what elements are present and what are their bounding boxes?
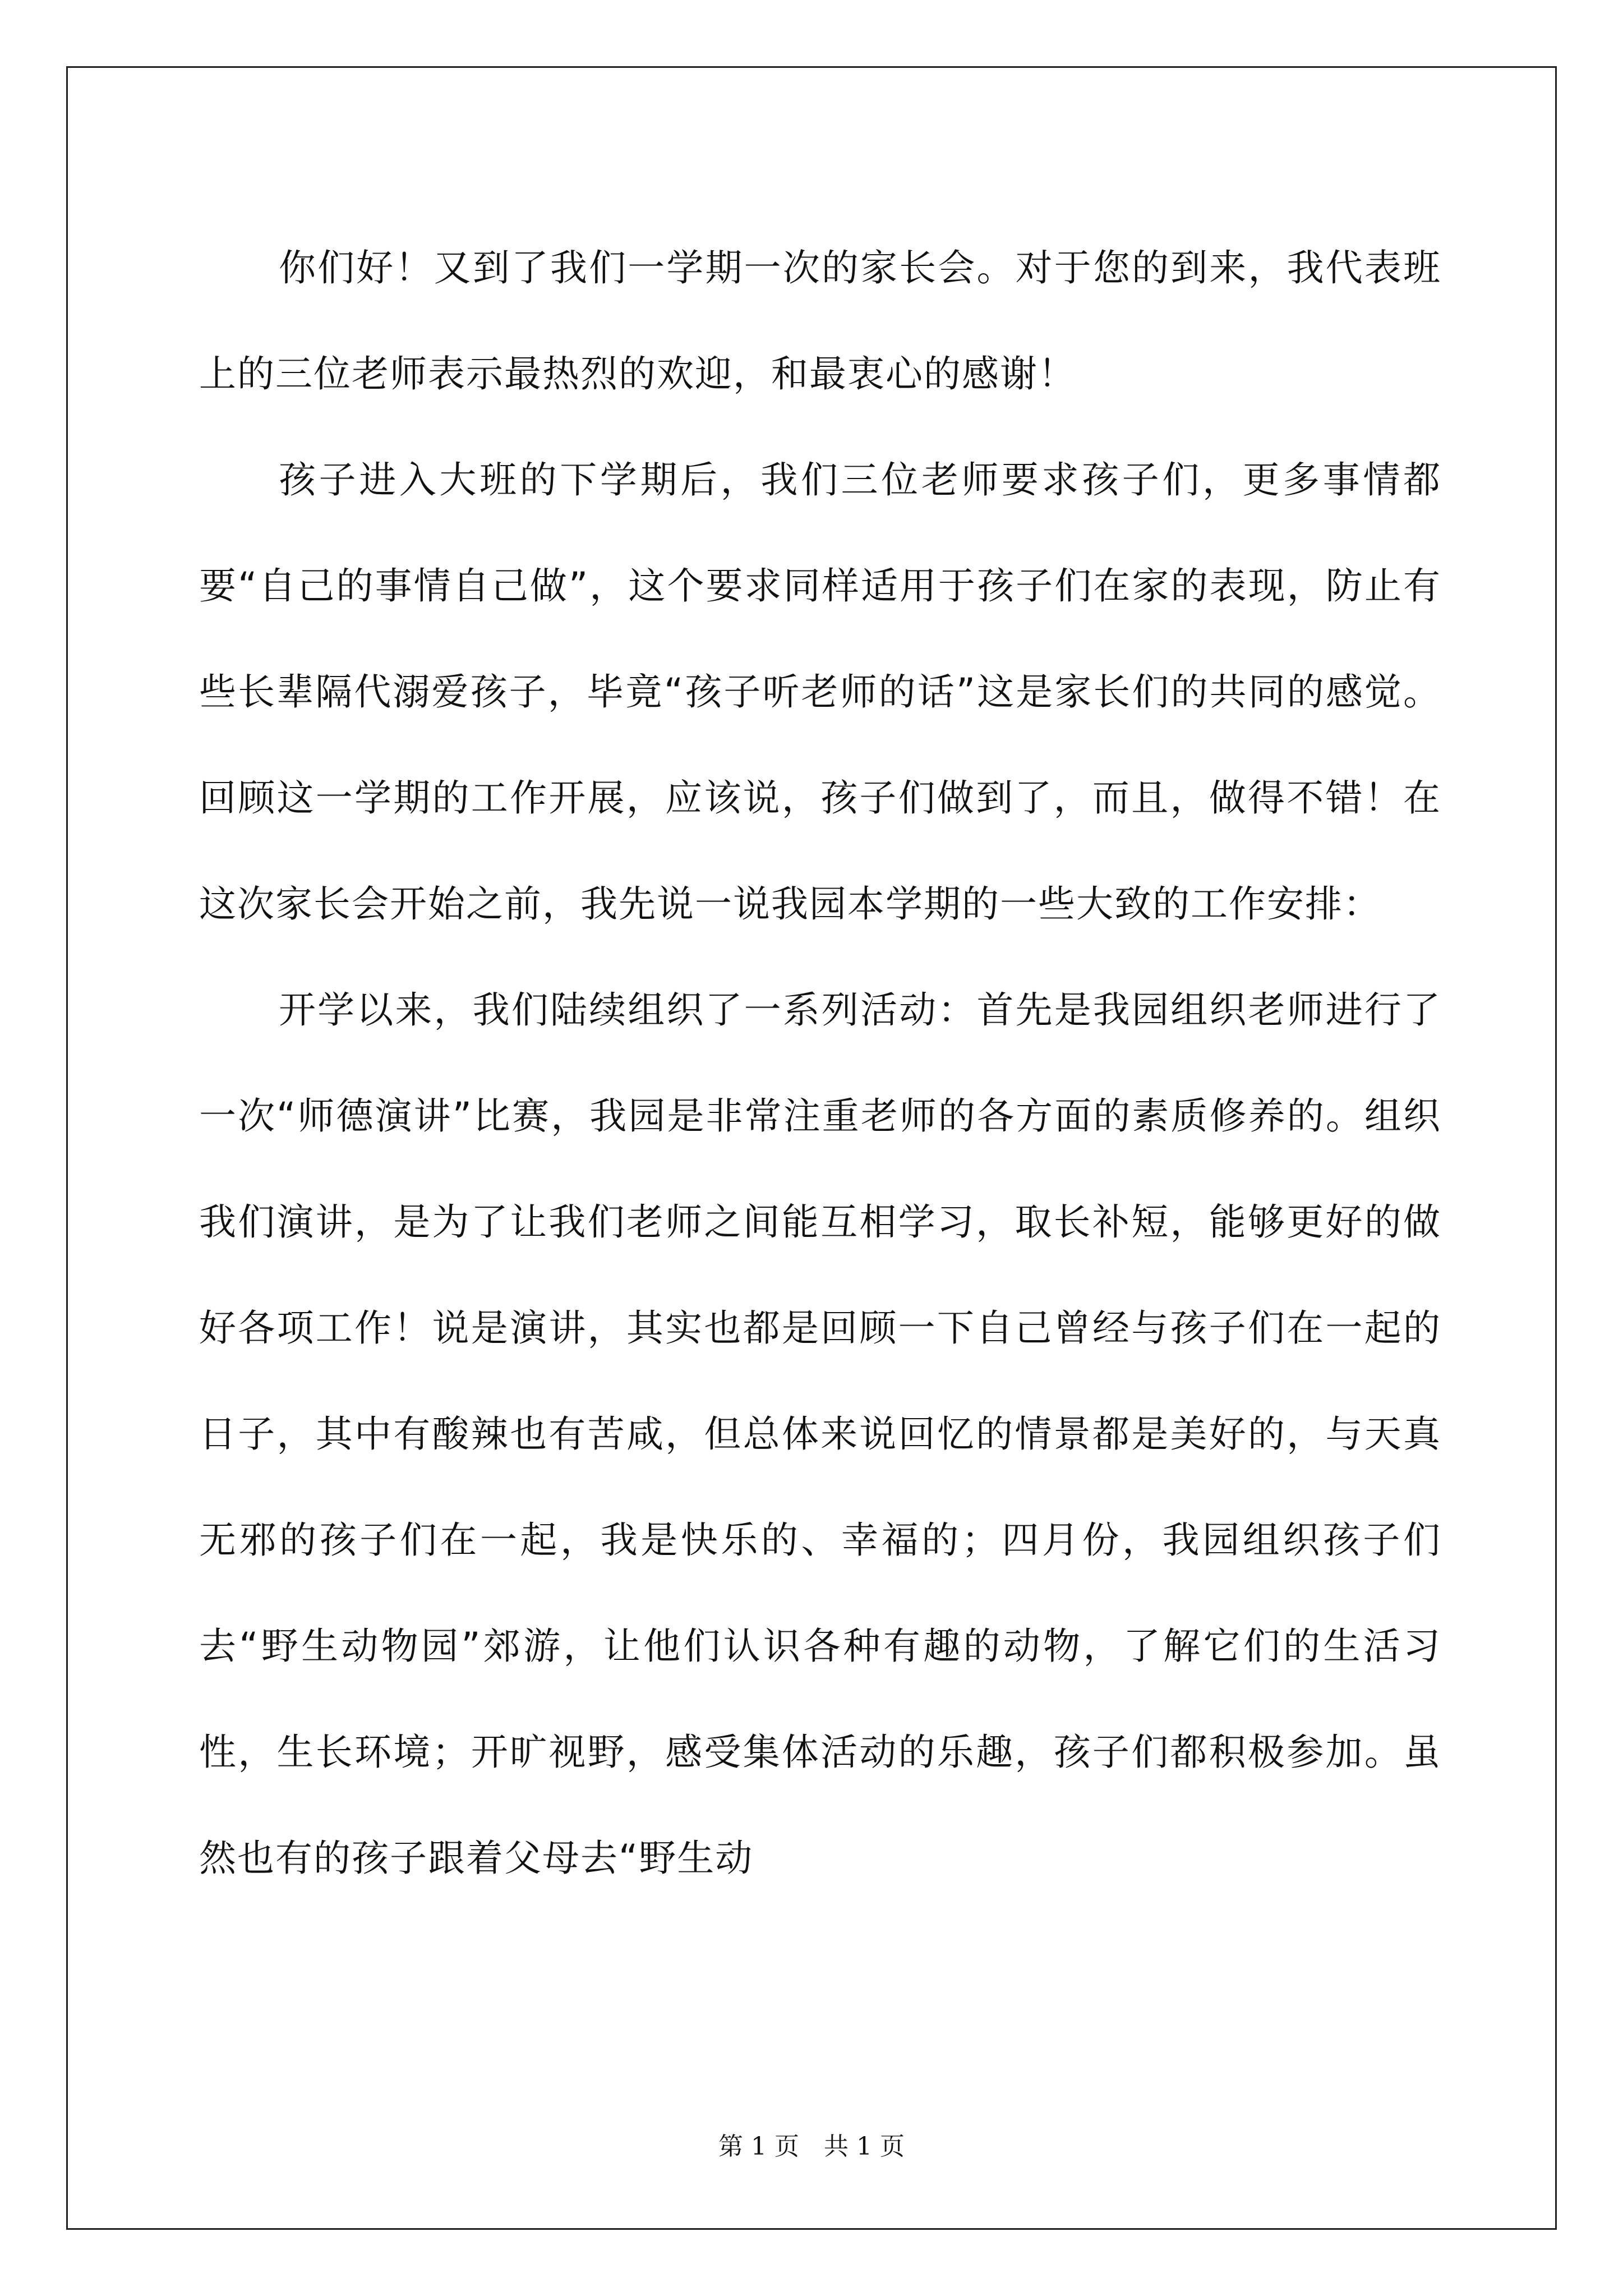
page-number-footer: 第 1 页 共 1 页 [718, 2132, 905, 2161]
document-body [199, 215, 1441, 1911]
paragraph-3: 开学以来，我们陆续组织了一系列活动：首先是我园组织老师进行了一次“师德演讲”比赛，我园是非常注重老师的各方面的素质修养的。组织我们演讲，是为了让我们老师之间能互相学习，取长补短，能够更好的做好各项工作！说是演讲，其实也都是回顾一下自己曾经与孩子们在一起的日子，其中有酸辣也有苦咸，但总体来说回忆的情景都是美好的，与天真无邪的孩子们在一起，我是快乐的、幸福的；四月份，我园组织孩子们去“野生动物园”郊游，让他们认识各种有趣的动物，了解它们的生活习性，生长环境；开旷视野，感受集体活动的乐趣，孩子们都积极参加。虽然也有的孩子跟着父母去“野生动 [199, 988, 1441, 1880]
paragraph-2: 孩子进入大班的下学期后，我们三位老师要求孩子们，更多事情都要“自己的事情自己做”，这个要求同样适用于孩子们在家的表现，防止有些长辈隔代溺爱孩子，毕竟“孩子听老师的话”这是家长们的共同的感觉。回顾这一学期的工作开展，应该说，孩子们做到了，而且，做得不错！在这次家长会开始之前，我先说一说我园本学期的一些大致的工作安排： [199, 458, 1441, 926]
paragraph-1: 你们好！又到了我们一学期一次的家长会。对于您的到来，我代表班上的三位老师表示最热烈的欢迎，和最衷心的感谢！ [199, 246, 1441, 395]
